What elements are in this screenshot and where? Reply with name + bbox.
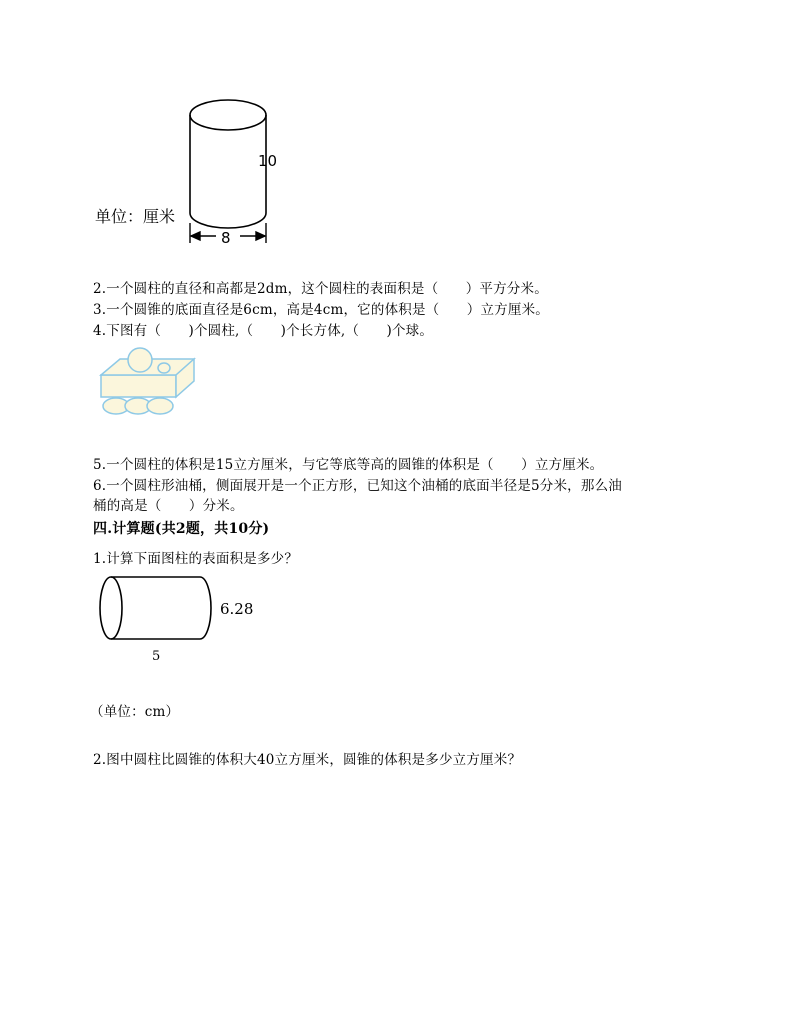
section-4-heading: 四.计算题(共2题，共10分) [93,521,270,537]
cylinder-height-label: 6.28 [220,600,254,618]
question-2: 2.一个圆柱的直径和高都是2dm，这个圆柱的表面积是（ ）平方分米。 [93,281,548,297]
horizontal-cylinder-figure [96,574,266,666]
ball-highlight [158,363,170,373]
toy-figure [98,345,198,417]
cylinder-figure [90,95,290,255]
unit-note: （单位：cm） [90,704,180,720]
cylinder-top-ellipse [190,100,266,130]
cylinder-bottom-arc [190,213,266,228]
calc-question-1: 1.计算下面图柱的表面积是多少？ [93,551,299,567]
ball-sphere [128,348,152,372]
question-6-line-1: 6.一个圆柱形油桶，侧面展开是一个正方形，已知这个油桶的底面半径是5分米，那么油 [93,478,622,494]
diameter-label: 8 [221,229,231,247]
cylinder-shape [190,100,266,228]
height-label: 10 [258,152,278,170]
box-front-face [101,375,176,397]
question-3: 3.一个圆锥的底面直径是6cm，高是4cm，它的体积是（ ）立方厘米。 [93,302,549,318]
question-4: 4.下图有（ )个圆柱,（ )个长方体,（ )个球。 [93,323,434,339]
roller-cylinder-3 [147,398,173,414]
cylinder-left-end [100,577,122,639]
question-6-line-2: 桶的高是（ ）分米。 [93,498,244,514]
calc-question-2: 2.图中圆柱比圆锥的体积大40立方厘米，圆锥的体积是多少立方厘米？ [93,752,522,768]
cylinder-length-label: 5 [152,649,161,664]
unit-label: 单位：厘米 [95,207,176,226]
cylinder-right-arc [200,577,211,639]
question-5: 5.一个圆柱的体积是15立方厘米，与它等底等高的圆锥的体积是（ ）立方厘米。 [93,457,604,473]
